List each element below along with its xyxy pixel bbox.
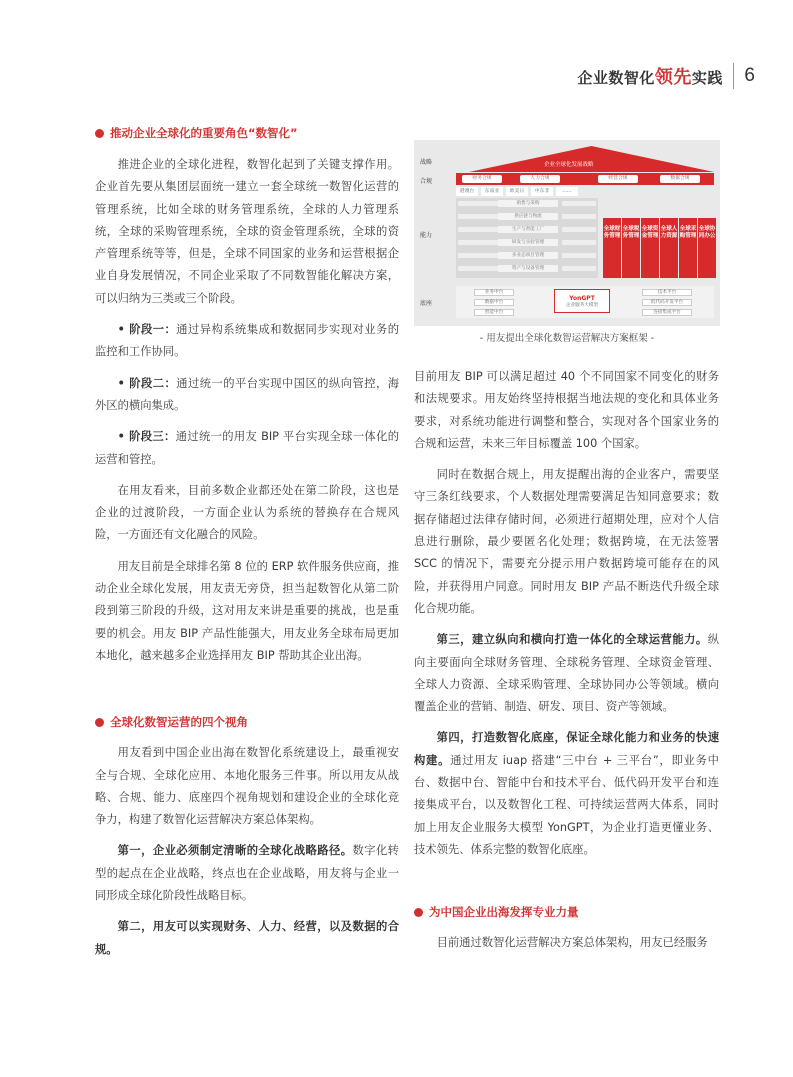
region-tab: 中东非 (531, 187, 553, 196)
region-tab: 港澳台 (456, 187, 478, 196)
section-heading-professional-strength: 为中国企业出海发挥专业力量 (414, 901, 719, 923)
region-tab: 欧美日 (506, 187, 528, 196)
paragraph-bip-countries: 目前用友 BIP 可以满足超过 40 个不同国家不同变化的财务和法规要求。用友始终坚持根据当地法规的变化和具体业务要求，对系统功能进行调整和整合，实现对各个国家业务的合规和运营，未来三年目标覆盖 100 个国家。 (414, 370, 719, 450)
section-heading-globalization-role: 推动企业全球化的重要角色“数智化” (95, 122, 399, 144)
pillar-hr: 全球人力资源 (660, 218, 678, 278)
compliance-item: 经营合规 (598, 175, 638, 183)
base-item: 智能中台 (474, 309, 514, 316)
capability-line (458, 227, 498, 232)
capability-item: 资产与设备管理 (498, 265, 558, 272)
paragraph-closing: 目前通过数智化运营解决方案总体架构，用友已经服务 (436, 936, 708, 950)
region-tab: 东南亚 (481, 187, 503, 196)
page-header (577, 58, 755, 94)
figure-caption: - 用友提出全球化数智运营解决方案框架 - (479, 333, 655, 344)
capability-line (458, 240, 498, 245)
right-column (414, 366, 719, 955)
solution-framework-diagram (414, 140, 720, 326)
stage-two: • 阶段二：通过统一的平台实现中国区的纵向管控，海外区的横向集成。 (95, 376, 399, 412)
paragraph-third-operations: 第三，建立纵向和横向打造一体化的全球运营能力。纵向主要面向全球财务管理、全球税务管理、全球资金管理、全球人力资源、全球采购管理、全球协同办公等领域。横向覆盖企业的营销、制造、研发、项目、资产等领域。 (414, 633, 719, 714)
row-label-compliance: 合规 (420, 178, 433, 185)
yongpt-box (554, 289, 610, 313)
left-column (95, 122, 399, 961)
capability-line (562, 240, 596, 245)
capability-line (562, 201, 596, 206)
pillar-tax: 全球税务管理 (622, 218, 640, 278)
capability-line (562, 253, 596, 258)
compliance-item: 数据合规 (660, 175, 700, 183)
yongpt-subtitle: 企业服务大模型 (565, 303, 599, 308)
row-label-strategy: 战略 (420, 159, 433, 166)
capability-line (458, 266, 498, 271)
capability-line (562, 214, 596, 219)
stage-three: • 阶段三：通过统一的用友 BIP 平台实现全球一体化的运营和管控。 (95, 430, 400, 466)
base-item: 技术平台 (642, 289, 692, 296)
bullet-dot-icon (414, 908, 423, 917)
capability-item: 多业态项目管理 (498, 252, 558, 259)
capability-item: 研发与实验管理 (498, 239, 558, 246)
section-heading-four-perspectives: 全球化数智运营的四个视角 (95, 711, 399, 733)
pillar-treasury: 全球资金管理 (641, 218, 659, 278)
page-number: 6 (744, 65, 755, 86)
bullet-dot-icon (95, 718, 104, 727)
region-tab: …… (556, 187, 578, 196)
paragraph-second-compliance: 第二，用友可以实现财务、人力、经营，以及数据的合规。 (95, 920, 399, 956)
capability-line (458, 201, 498, 206)
base-item: 连接集成平台 (642, 309, 692, 316)
bullet-dot-icon (95, 129, 104, 138)
header-divider (733, 63, 735, 89)
paragraph-first-strategy: 第一，企业必须制定清晰的全球化战略路径。数字化转型的起点在企业战略，终点也在企业战略，用友将与企业一同形成全球化阶段性战略目标。 (95, 844, 399, 903)
capability-line (458, 214, 498, 219)
paragraph-fourth-foundation: 第四，打造数智化底座，保证全球化能力和业务的快速构建。通过用友 iuap 搭建“三中台 + 三平台”，即业务中台、数据中台、智能中台和技术平台、低代码开发平台和连接集成平台，以及数智化工程、可持续运营两大体系，同时加上用友企业服务大模型 YonGPT，为企业打造更懂业务、技术领先、体系完整的数智化底座。 (414, 731, 719, 856)
paragraph-second-stage: 在用友看来，目前多数企业都还处在第二阶段，这也是企业的过渡阶段，一方面企业认为系统的替换存在合规风险，一方面还有文化融合的风险。 (95, 483, 399, 542)
compliance-item: 财务合规 (462, 175, 502, 183)
capability-line (562, 227, 596, 232)
publication-brand: 企业数智化领先实践 (577, 67, 723, 88)
row-label-capability: 能力 (420, 232, 433, 239)
roof-title: 企业全球化发展战略 (544, 162, 594, 168)
capability-item: 销售与采购 (498, 200, 558, 207)
base-item: 低代码开发平台 (642, 299, 692, 306)
row-label-foundation: 底座 (420, 300, 433, 307)
compliance-item: 人力合规 (520, 175, 560, 183)
pillar-finance: 全球财务管理 (603, 218, 621, 278)
paragraph-intro: 推进企业的全球化进程，数智化起到了关键支撑作用。企业首先要从集团层面统一建立一套全球统一数智化运营的管理系统，比如全球的财务管理系统，全球的人力管理系统，全球的采购管理系统，全球的资金管理系统，全球的资产管理系统等等，但是，全球不同国家的业务和运营根据企业自身发展情况，不同企业采取了不同数智能化解决方案，可以归纳为三类或三个阶段。 (95, 158, 399, 305)
paragraph-data-compliance: 同时在数据合规上，用友提醒出海的企业客户，需要坚守三条红线要求，个人数据处理需要满足告知同意要求；数据存储超过法律存储时间，必须进行超期处理，应对个人信息进行删除，最少要匿名化处理；数据跨境，在无法签署 SCC 的情况下，需要充分提示用户数据跨境可能存在的风险，并获得用户同意。同时用友 BIP 产品不断迭代升级全球化合规功能。 (414, 468, 719, 615)
pillar-procurement: 全球采购管理 (679, 218, 697, 278)
pillar-collaboration: 全球协同办公 (698, 218, 716, 278)
capability-line (562, 266, 596, 271)
capability-item: 生产与智能工厂 (498, 226, 558, 233)
paragraph-four-perspectives: 用友看到中国企业出海在数智化系统建设上，最重视安全与合规、全球化应用、本地化服务三件事。所以用友从战略、合规、能力、底座四个视角规划和建设企业的全球化竞争力，构建了数智化运营解决方案总体架构。 (95, 746, 399, 827)
yongpt-title: YonGPT (569, 295, 595, 302)
strategy-roof (469, 146, 714, 172)
paragraph-erp-ranking: 用友目前是全球排名第 8 位的 ERP 软件服务供应商，推动企业全球化发展，用友责无旁贷，担当起数智化从第二阶段到第三阶段的升级，这对用友来讲是重要的挑战，也是重要的机会。用友 BIP 产品性能强大，用友业务全球布局更加本地化，越来越多企业选择用友 BIP 帮助其企业出海。 (95, 559, 399, 662)
base-item: 业务中台 (474, 289, 514, 296)
stage-one: • 阶段一：通过异构系统集成和数据同步实现对业务的监控和工作协同。 (95, 323, 399, 359)
base-item: 数据中台 (474, 299, 514, 306)
capability-item: 供应链与物流 (498, 213, 558, 220)
capability-line (458, 253, 498, 258)
